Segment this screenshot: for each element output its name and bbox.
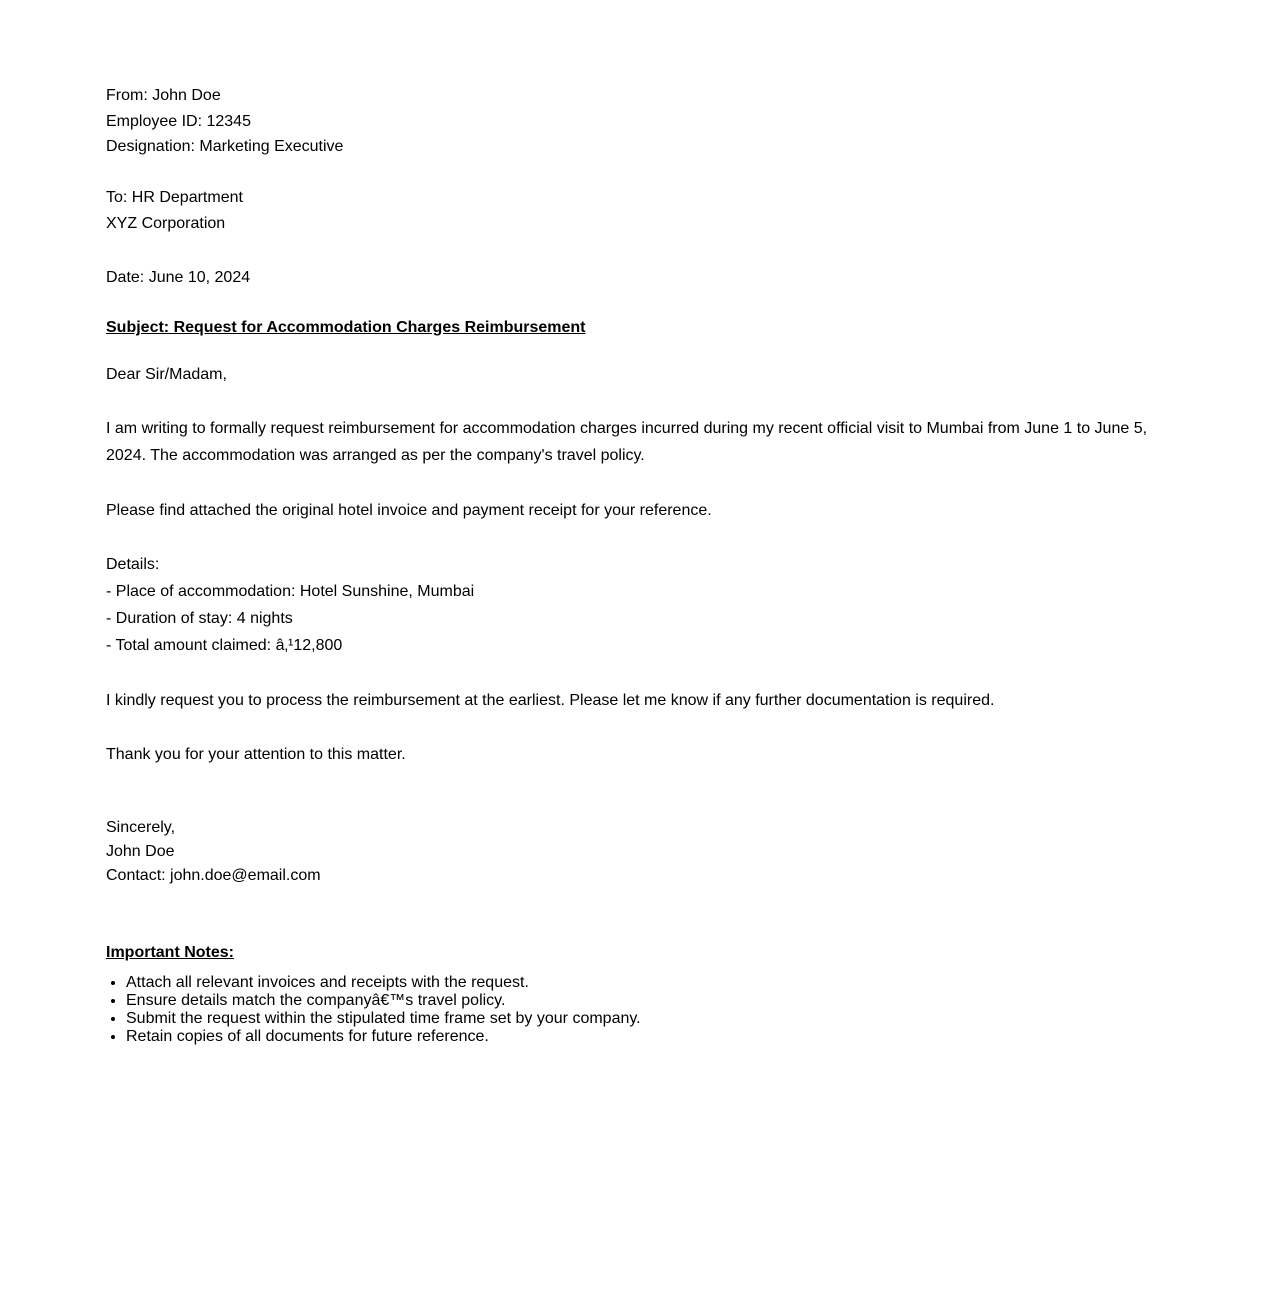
list-item: • Attach all relevant invoices and receipts with the request. bbox=[126, 974, 641, 992]
subject-line: Subject: Request for Accommodation Charges Reimbursement bbox=[106, 319, 586, 336]
body-paragraph-4: Thank you for your attention to this matter. bbox=[106, 746, 406, 763]
salutation: Dear Sir/Madam, bbox=[106, 366, 227, 383]
list-item: • Ensure details match the companyâ€™s travel policy. bbox=[126, 992, 641, 1010]
company-line: XYZ Corporation bbox=[106, 215, 226, 232]
sign-off: Sincerely, bbox=[106, 819, 176, 836]
list-item: • Submit the request within the stipulated time frame set by your company. bbox=[126, 1010, 641, 1028]
contact-line: Contact: john.doe@email.com bbox=[106, 867, 321, 884]
notes-list bbox=[106, 974, 641, 1046]
details-heading: Details: bbox=[106, 556, 160, 573]
list-item: • Retain copies of all documents for future reference. bbox=[126, 1028, 641, 1046]
body-paragraph-2: Please find attached the original hotel invoice and payment receipt for your reference. bbox=[106, 502, 712, 519]
detail-place: - Place of accommodation: Hotel Sunshine, Mumbai bbox=[106, 583, 475, 600]
date-line: Date: June 10, 2024 bbox=[106, 269, 251, 286]
employee-id-line: Employee ID: 12345 bbox=[106, 113, 251, 130]
body-paragraph-3: I kindly request you to process the reimbursement at the earliest. Please let me know if any further documentation is required. bbox=[106, 692, 995, 709]
detail-amount: - Total amount claimed: â‚¹12,800 bbox=[106, 637, 343, 654]
notes-heading: Important Notes: bbox=[106, 944, 234, 961]
detail-duration: - Duration of stay: 4 nights bbox=[106, 610, 293, 627]
body-paragraph-1: I am writing to formally request reimbursement for accommodation charges incurred during my recent official visit to Mumbai from June 1 to June 5, 2024. The accommodation was arranged as per the company's travel policy. bbox=[106, 420, 1148, 464]
designation-line: Designation: Marketing Executive bbox=[106, 138, 344, 155]
signer-name: John Doe bbox=[106, 843, 175, 860]
from-line: From: John Doe bbox=[106, 87, 221, 104]
to-line: To: HR Department bbox=[106, 189, 243, 206]
